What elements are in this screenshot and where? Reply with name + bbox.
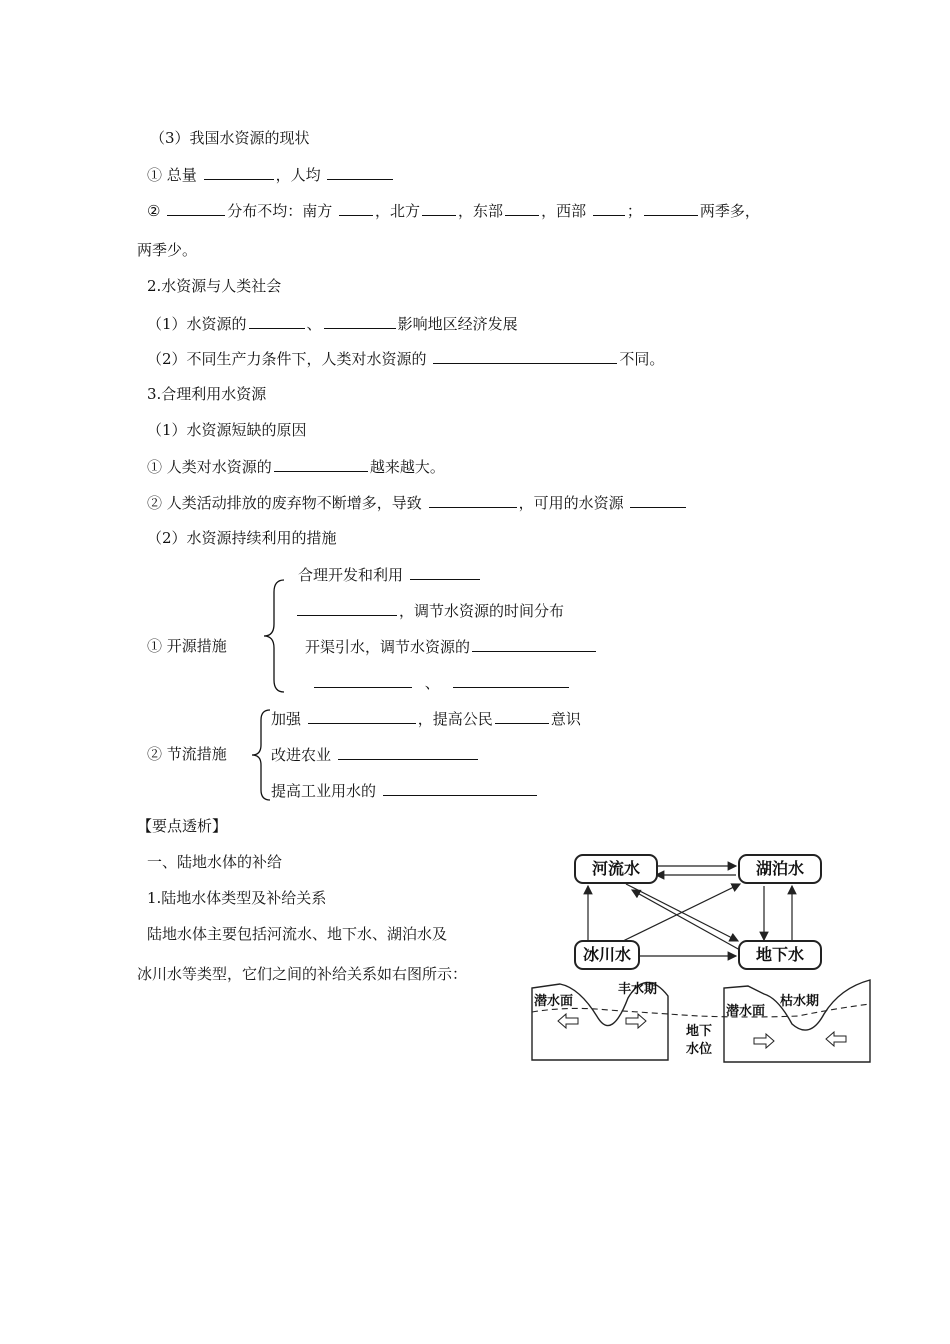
text: 分布不均：南方 [227, 202, 333, 220]
groundwater-node: 地下水 [738, 940, 822, 970]
fill-blank[interactable] [249, 313, 305, 329]
fill-blank[interactable] [453, 672, 569, 688]
section3b-heading: 3.合理利用水资源 [147, 385, 267, 403]
phreatic-surface-label-1: 潜水面 [534, 994, 574, 1009]
fill-blank[interactable] [338, 744, 478, 760]
item-number: ② [147, 494, 163, 512]
fill-blank[interactable] [324, 313, 396, 329]
text: ，提高公民 [417, 710, 493, 728]
dry-season-label: 枯水期 [780, 994, 820, 1009]
fill-blank[interactable] [297, 600, 397, 616]
fill-blank[interactable] [495, 708, 549, 724]
lake-water-node: 湖泊水 [738, 854, 822, 884]
fill-blank[interactable] [204, 164, 274, 180]
jieliu-label: ② 节流措施 [147, 745, 227, 763]
text: 、 [424, 674, 440, 692]
jieliu-item1 [271, 708, 581, 729]
text: ，人均 [275, 166, 321, 184]
society-p1 [147, 313, 518, 334]
text: 合理开发和利用 [298, 566, 404, 584]
fill-blank[interactable] [383, 780, 537, 796]
river-water-node: 河流水 [574, 854, 658, 884]
jieliu-item2 [271, 744, 480, 765]
shortage-subheading: （1）水资源短缺的原因 [147, 421, 307, 439]
text: ； [626, 202, 642, 220]
text: 总量 [166, 166, 197, 184]
section3-heading: （3）我国水资源的现状 [150, 129, 310, 147]
keypoints-heading: 【要点透析】 [137, 817, 228, 835]
kaiyuan-item4 [312, 672, 571, 693]
fill-blank[interactable] [327, 164, 393, 180]
total-line [147, 164, 395, 185]
fill-blank[interactable] [630, 492, 686, 508]
text: 越来越大。 [369, 458, 445, 476]
kaiyuan-item1 [298, 564, 482, 585]
fill-blank[interactable] [505, 200, 539, 216]
fill-blank[interactable] [339, 200, 373, 216]
kaiyuan-item3 [305, 636, 598, 657]
text: 开渠引水，调节水资源的 [305, 638, 471, 656]
kaiyuan-label: ① 开源措施 [147, 637, 227, 655]
distribution-line [147, 200, 760, 221]
keypoints-h2: 1.陆地水体类型及补给关系 [147, 889, 327, 907]
item-number: ① [147, 458, 163, 476]
groundwater-level-label-1: 地下 [686, 1024, 713, 1039]
fill-blank[interactable] [433, 348, 617, 364]
text: 加强 [271, 710, 302, 728]
fill-blank[interactable] [429, 492, 517, 508]
text: 人类活动排放的废弃物不断增多，导致 [166, 494, 422, 512]
fill-blank[interactable] [472, 636, 596, 652]
text: （1）水资源的 [147, 315, 247, 333]
water-supply-diagram [528, 848, 878, 1068]
fill-blank[interactable] [422, 200, 456, 216]
glacier-water-node: 冰川水 [574, 940, 640, 970]
item-number: ② [147, 202, 161, 220]
text: ，东部 [458, 202, 504, 220]
fill-blank[interactable] [274, 456, 368, 472]
text: 人类对水资源的 [166, 458, 272, 476]
section2-heading: 2.水资源与人类社会 [147, 277, 282, 295]
text: 意识 [550, 710, 581, 728]
shortage-r2 [147, 492, 688, 513]
shortage-r1 [147, 456, 445, 477]
fill-blank[interactable] [314, 672, 412, 688]
keypoints-h1: 一、陆地水体的补给 [147, 853, 283, 871]
text: 两季多， [699, 202, 760, 220]
phreatic-surface-label-2: 潜水面 [726, 1004, 766, 1019]
text: 影响地区经济发展 [397, 315, 518, 333]
groundwater-level-label-2: 水位 [686, 1042, 713, 1057]
text: 、 [306, 315, 322, 333]
fill-blank[interactable] [644, 200, 698, 216]
brace-jieliu [250, 708, 272, 802]
fill-blank[interactable] [167, 200, 225, 216]
text: ，西部 [541, 202, 587, 220]
fill-blank[interactable] [308, 708, 416, 724]
brace-kaiyuan [262, 578, 286, 694]
text: ，北方 [375, 202, 421, 220]
flood-season-label: 丰水期 [618, 982, 658, 997]
text: ，可用的水资源 [518, 494, 624, 512]
text: 改进农业 [271, 746, 332, 764]
distribution-cont: 两季少。 [137, 241, 198, 259]
text: ，调节水资源的时间分布 [399, 602, 565, 620]
measures-subheading: （2）水资源持续利用的措施 [147, 529, 337, 547]
fill-blank[interactable] [410, 564, 480, 580]
text: （2）不同生产力条件下，人类对水资源的 [147, 350, 427, 368]
fill-blank[interactable] [593, 200, 625, 216]
text: 不同。 [619, 350, 665, 368]
keypoints-para1: 陆地水体主要包括河流水、地下水、湖泊水及 [147, 925, 448, 943]
item-number: ① [147, 166, 163, 184]
jieliu-item3 [271, 780, 539, 801]
keypoints-para2: 冰川水等类型，它们之间的补给关系如右图所示： [137, 965, 468, 983]
text: 提高工业用水的 [271, 782, 377, 800]
society-p2 [147, 348, 664, 369]
kaiyuan-item2 [295, 600, 564, 621]
